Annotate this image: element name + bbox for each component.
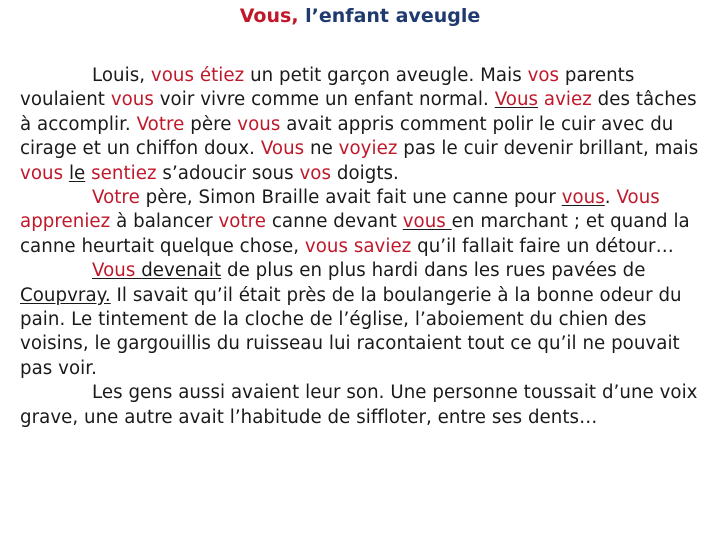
highlighted-word: le [68,162,86,184]
highlighted-word: aviez [543,89,592,111]
text-run: Louis, [92,65,151,86]
highlighted-word: Vous [260,138,305,160]
highlighted-word: vous [110,89,154,111]
text-run: . [604,187,617,209]
text-run: s’adoucir sous [156,162,300,184]
text-run: pas le cuir devenir brillant, mais [397,138,699,160]
highlighted-word: vous [237,113,281,135]
highlighted-word: voyiez [338,138,398,160]
highlighted-word: étiez [199,65,245,86]
text-run: ne [304,138,339,160]
highlighted-word: vous [561,187,605,209]
title-part-red: Vous, [239,5,299,27]
highlighted-word: saviez [353,235,412,257]
text-run: voir vivre comme un enfant normal. [153,89,495,111]
text-run: Les gens aussi avaient leur son. Une personne toussait d’une voix grave, une autre avait l’habitude de siffloter, entre ses dents… [20,382,698,428]
text-run: des tâches à accomplir. [20,89,697,135]
text-run: en marchant ; et quand la canne heurtait quelque chose, [20,211,690,257]
text-run: un petit garçon aveugle. Mais [244,65,528,86]
highlighted-word: vous [402,211,452,233]
text-run: père, Simon Braille avait fait une canne pour [139,187,562,209]
highlighted-word: vos [527,65,560,86]
highlighted-word: vos [299,162,332,184]
highlighted-word: appreniez [20,211,111,233]
text-run: Il savait qu’il était près de la boulangerie à la bonne odeur du pain. Le tintement de la cloche de l’église, l’aboiement du chien des voisins, le gargouillis du ruisseau lui racontaient tout ce qu’il ne pouvait pas voir. [20,284,682,379]
highlighted-word: vous [304,235,348,257]
text-run: qu’il fallait faire un détour… [411,235,674,257]
highlighted-word: votre [218,211,266,233]
highlighted-word: vous [150,65,195,86]
text-run: père [184,113,238,135]
highlighted-word: Votre [136,113,185,135]
text-run: de plus en plus hardi dans les rues pavées de [221,260,646,282]
paragraph-4 [20,381,710,430]
highlighted-word: sentiez [91,162,157,184]
highlighted-word: Coupvray. [20,284,111,306]
highlighted-word: vous [20,162,64,184]
highlighted-word: Vous [494,89,539,111]
paragraph-2 [20,186,710,259]
text-run: canne devant [266,211,403,233]
text-run: doigts. [331,162,399,184]
document-body [20,64,710,430]
paragraph-3 [20,259,710,381]
highlighted-word: devenait [141,260,222,282]
highlighted-word: Vous [616,187,660,209]
highlighted-word: Vous [92,260,142,282]
document-title [0,4,720,28]
title-part-blue: l’enfant aveugle [298,5,481,27]
text-run: à balancer [110,211,219,233]
paragraph-1 [20,64,710,186]
text-run: avait appris comment polir le cuir avec du cirage et un chiffon doux. [20,113,674,160]
highlighted-word: Votre [92,187,140,209]
text-run: parents voulaient [20,65,635,111]
